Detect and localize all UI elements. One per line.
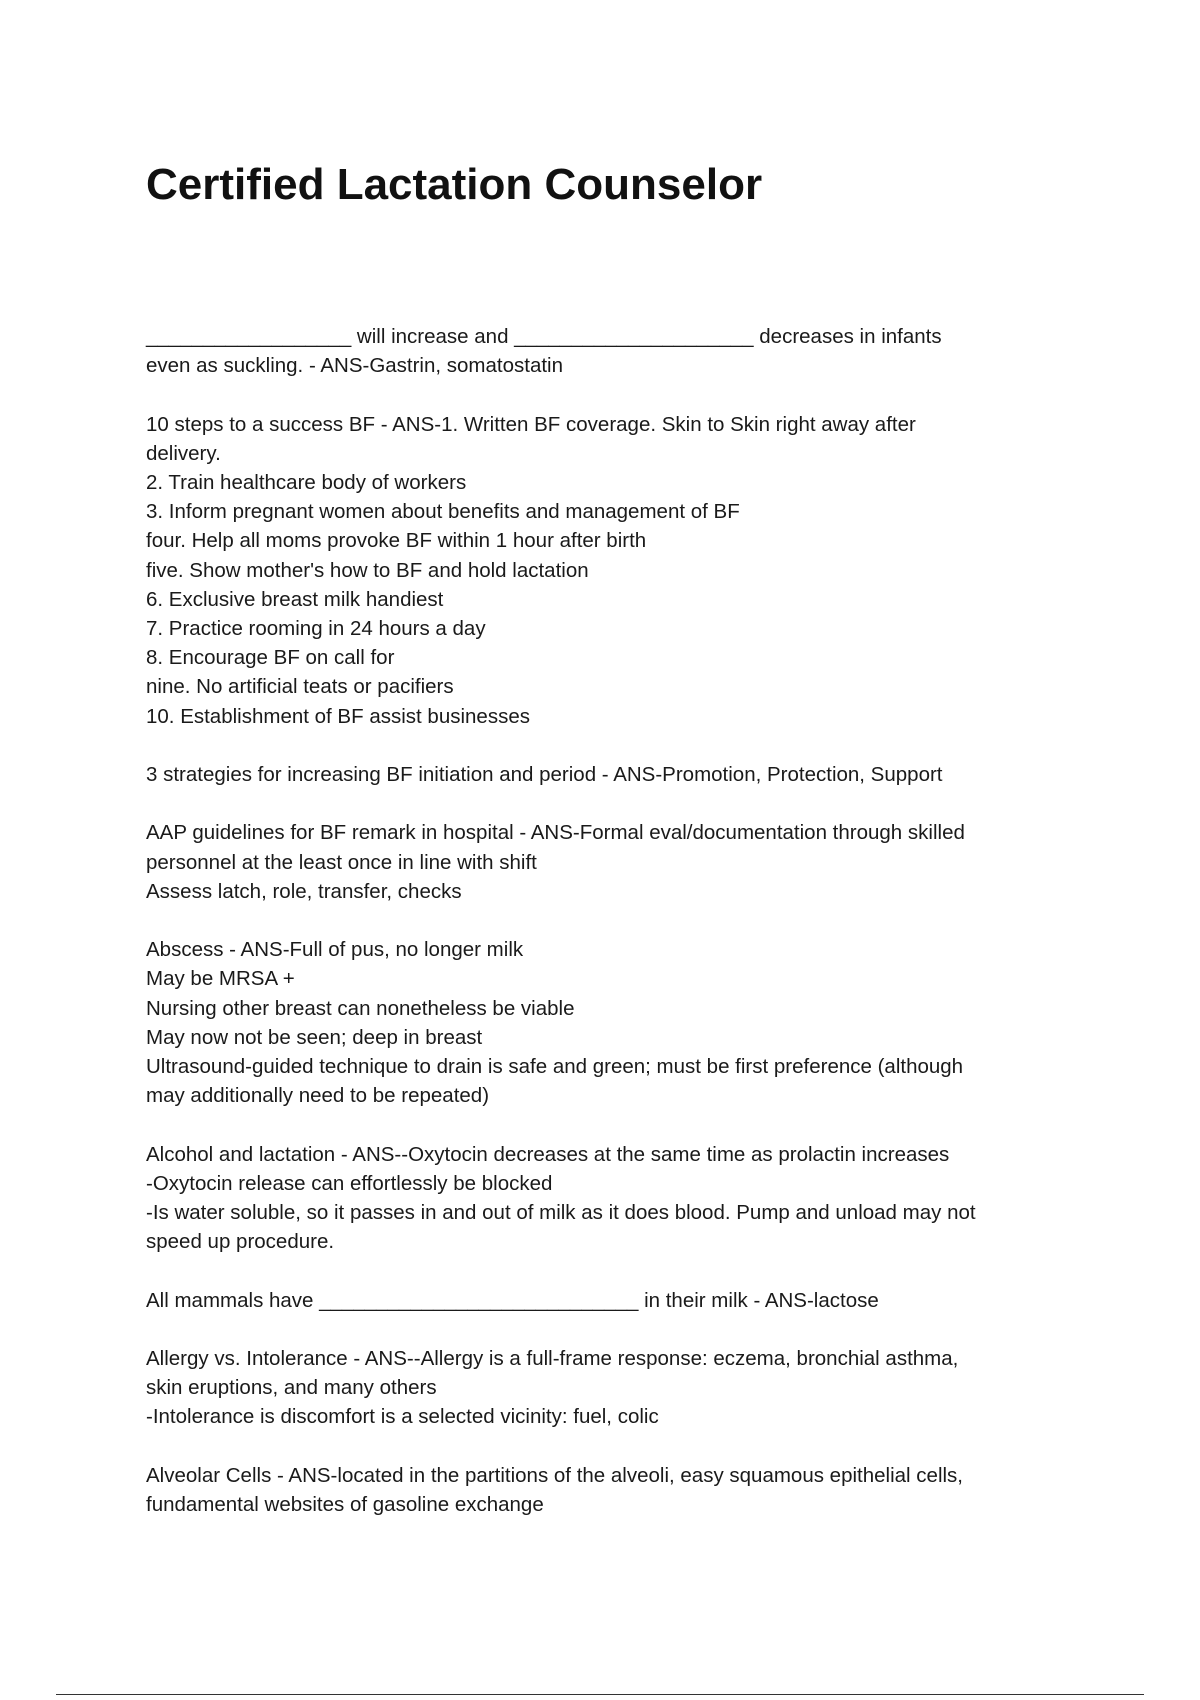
entry-text-line: skin eruptions, and many others <box>146 1376 437 1400</box>
entry-text-line: Assess latch, role, transfer, checks <box>146 879 462 903</box>
entry-text-line: Alveolar Cells - ANS-located in the partitions of the alveoli, easy squamous epithelial cells, <box>146 1463 963 1487</box>
flashcard-entry <box>146 322 1066 380</box>
entry-text-line: Nursing other breast can nonetheless be viable <box>146 996 575 1020</box>
entry-text-line: AAP guidelines for BF remark in hospital - ANS-Formal eval/documentation through skilled <box>146 821 965 845</box>
entry-text-line: May now not be seen; deep in breast <box>146 1025 483 1049</box>
flashcard-entry <box>146 818 1066 906</box>
entry-text-line: four. Help all moms provoke BF within 1 hour after birth <box>146 529 647 553</box>
flashcard-entry <box>146 935 1066 1110</box>
flashcard-entry <box>146 1140 1066 1257</box>
entry-text-line: may additionally need to be repeated) <box>146 1084 490 1108</box>
entry-text-line: All mammals have ____________________________ in their milk - ANS-lactose <box>146 1288 879 1312</box>
page-title: Certified Lactation Counselor <box>146 160 763 209</box>
flashcard-list <box>146 322 1066 1548</box>
entry-text-line: 7. Practice rooming in 24 hours a day <box>146 617 486 641</box>
entry-text-line: Abscess - ANS-Full of pus, no longer milk <box>146 938 524 962</box>
entry-text-line: nine. No artificial teats or pacifiers <box>146 675 454 699</box>
entry-text-line: personnel at the least once in line with shift <box>146 850 537 874</box>
flashcard-entry <box>146 410 1066 731</box>
entry-text-line: 3 strategies for increasing BF initiation and period - ANS-Promotion, Protection, Support <box>146 763 943 787</box>
entry-text-line: -Is water soluble, so it passes in and out of milk as it does blood. Pump and unload may not <box>146 1201 976 1225</box>
page-bottom-rule <box>56 1694 1144 1695</box>
entry-text-line: 3. Inform pregnant women about benefits and management of BF <box>146 500 740 524</box>
entry-text-line: __________________ will increase and _____________________ decreases in infants <box>146 325 942 348</box>
entry-text-line: 8. Encourage BF on call for <box>146 646 395 670</box>
flashcard-entry <box>146 760 1066 789</box>
entry-text-line: Allergy vs. Intolerance - ANS--Allergy is a full-frame response: eczema, bronchial asthma, <box>146 1347 959 1370</box>
entry-text-line: fundamental websites of gasoline exchange <box>146 1493 544 1516</box>
entry-text-line: 10 steps to a success BF - ANS-1. Written BF coverage. Skin to Skin right away after <box>146 412 916 436</box>
entry-text-line: speed up procedure. <box>146 1230 335 1254</box>
entry-text-line: May be MRSA + <box>146 967 295 991</box>
entry-text-line: 6. Exclusive breast milk handiest <box>146 587 444 611</box>
flashcard-entry <box>146 1286 1066 1315</box>
entry-text-line: -Oxytocin release can effortlessly be blocked <box>146 1171 553 1195</box>
entry-text-line: Alcohol and lactation - ANS--Oxytocin decreases at the same time as prolactin increases <box>146 1142 950 1166</box>
entry-text-line: Ultrasound-guided technique to drain is safe and green; must be first preference (although <box>146 1055 964 1079</box>
entry-text-line: five. Show mother's how to BF and hold lactation <box>146 558 589 582</box>
flashcard-entry <box>146 1461 1066 1519</box>
entry-text-line: 2. Train healthcare body of workers <box>146 471 467 494</box>
flashcard-entry <box>146 1344 1066 1432</box>
entry-text-line: even as suckling. - ANS-Gastrin, somatostatin <box>146 354 564 378</box>
entry-text-line: delivery. <box>146 441 221 465</box>
entry-text-line: 10. Establishment of BF assist businesses <box>146 704 530 728</box>
entry-text-line: -Intolerance is discomfort is a selected vicinity: fuel, colic <box>146 1405 659 1429</box>
